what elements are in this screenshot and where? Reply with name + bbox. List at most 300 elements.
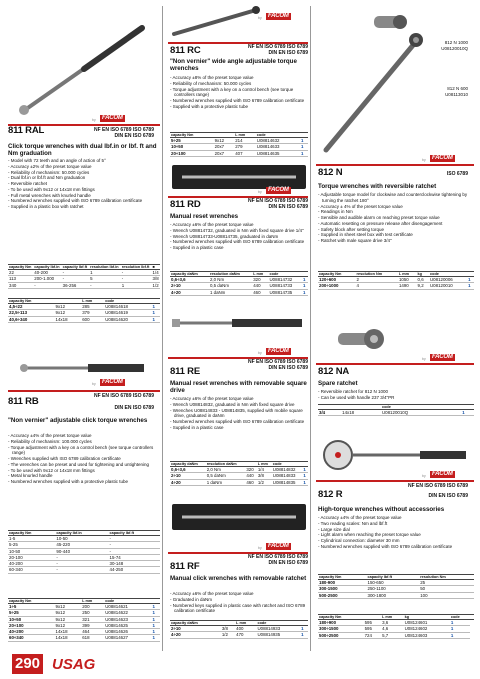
table-cell: U08124601 (404, 619, 450, 625)
table-row (318, 592, 474, 598)
feature-item: - Accuracy ±8% of the preset torque value (170, 75, 254, 80)
table-cell: 460 (245, 479, 257, 485)
facom-logo: FACOM (268, 187, 289, 193)
torque-wrench-image (18, 352, 148, 382)
feature-list (318, 389, 474, 401)
by-text: by (422, 158, 426, 162)
table-cell: - (109, 548, 161, 554)
product-heading: Spare ratchet (318, 380, 358, 387)
feature-item: - Accuracy ±6% of the preset torque value (170, 222, 254, 227)
table-cell: U08814833 (272, 473, 303, 479)
table-cell: 113 (8, 276, 33, 282)
feature-item: - Wrench U08814732, graduated in Nm with fixed square drive 1/4" (170, 227, 304, 233)
order-table (170, 132, 308, 157)
column-header: L mm (81, 599, 104, 604)
product-title: 811 RC (170, 45, 201, 56)
table-cell: 9x12 (55, 303, 82, 309)
product-heading: "Non vernier" adjustable click torque wrenches (8, 417, 148, 424)
table-cell: 10-50 (55, 535, 108, 541)
column-header: capacity Nm (8, 599, 55, 604)
table-cell: 0,6÷3,6 (170, 466, 206, 472)
feature-item: - Accuracy ±6% of the preset torque value (170, 591, 254, 596)
table-cell: 36-256 (62, 282, 89, 288)
table-cell: U08814619 (104, 310, 151, 316)
table-cell: 3/8 (257, 473, 272, 479)
product-title: 812 N (318, 167, 343, 178)
facom-logo: FACOM (432, 354, 453, 360)
column-header: L mm (252, 272, 268, 277)
table-cell: U08814620 (104, 316, 151, 322)
table-cell: - (62, 276, 89, 282)
column-header: L mm (257, 462, 272, 467)
feature-item: - Dual lbf.in or lbf.ft and Nm graduation (8, 175, 86, 181)
table-cell: 300÷1500 (318, 626, 364, 632)
iso-line: DIN EN ISO 6789 (268, 365, 308, 372)
iso-line: NF EN ISO 6789 ISO 6789 (93, 393, 154, 399)
feature-item: - Light alarm when reaching the preset torque value (318, 532, 421, 538)
table-cell: 1 (461, 409, 474, 415)
facom-logo: FACOM (432, 155, 453, 161)
table-cell: 20÷100 (170, 150, 214, 156)
feature-list (170, 75, 308, 110)
table-cell: 14x18 (55, 635, 82, 641)
product-heading: Manual reset wrenches (170, 213, 239, 220)
table-cell: 407 (234, 150, 256, 156)
iso-line: NF EN ISO 6789 ISO 6789 (93, 127, 154, 133)
feature-item: - Adjustable torque model for clockwise and counterclockwise tightening by turning the ratchet 180° (318, 192, 468, 203)
table-cell: 120÷600 (318, 276, 356, 282)
table-cell: U08120006 (429, 276, 467, 282)
column-header: capacity Nm (318, 575, 367, 580)
table-cell: 618 (81, 635, 104, 641)
table-cell: 1 (151, 610, 160, 616)
table-cell: 9,2 (417, 283, 429, 289)
feature-item: - Cylindrical connection: diameter 30 mm (318, 538, 400, 543)
code-table (170, 132, 308, 157)
iso-standards (248, 554, 308, 567)
table-cell: - (55, 567, 108, 573)
by-text: by (258, 16, 262, 20)
table-cell: U08814933 (256, 625, 300, 631)
table-cell: 1 (467, 276, 474, 282)
column-header: L mm (235, 621, 256, 626)
column-header: resolution Nm (356, 272, 398, 277)
column-header (470, 615, 474, 620)
feature-item: - Two reading scales: Nm and lbf.ft (318, 520, 388, 526)
usag-logo: USAG (52, 656, 96, 673)
by-text: by (422, 357, 426, 361)
feature-item: - To be used with 9x12 or 14x18 mm fittings (8, 467, 95, 473)
iso-line: DIN EN ISO 6789 (268, 50, 308, 57)
spec-table (8, 530, 160, 574)
table-cell: 250 (81, 610, 104, 616)
table-header-row (8, 265, 160, 270)
column-header: code (381, 405, 461, 410)
feature-item: - Numbered wrenches supplied with ISO 6789 calibration certificate (318, 543, 453, 549)
code-table (170, 620, 308, 639)
feature-item: - Reliability of mechanism: 50.000 cycles (170, 80, 252, 86)
feature-list (318, 515, 474, 550)
feature-item: - Reversible ratchet (8, 181, 48, 186)
table-cell: 14x18 (341, 409, 381, 415)
table-cell: U08814732 (269, 276, 302, 282)
table-cell: 40,6÷340 (8, 316, 55, 322)
table-cell: 20x7 (214, 144, 235, 150)
order-table (170, 271, 308, 296)
table-cell: 1/2 (257, 479, 272, 485)
feature-item: - Wrench U08814733-U08814735, graduated in daNm (170, 233, 279, 239)
table-row (318, 283, 474, 289)
caption-line: U08113010 (445, 91, 468, 97)
table-cell: 44-250 (109, 567, 161, 573)
table-cell: U08120010 (429, 283, 467, 289)
column-header: kg (404, 615, 450, 620)
table-row (8, 282, 160, 288)
column-header: capacity Nm (318, 272, 356, 277)
table-cell: 500÷2500 (318, 632, 364, 638)
table-cell: 320 (245, 466, 257, 472)
table-cell: 399 (81, 622, 104, 628)
iso-standards (408, 483, 468, 489)
table-cell: 470 (235, 632, 256, 638)
column-header: L mm (398, 272, 417, 277)
caption-line: 812 N 1000 (444, 40, 468, 45)
table-cell: 9x12 (55, 610, 82, 616)
table-cell: 1 (300, 137, 308, 143)
page-footer (0, 653, 480, 679)
iso-line: NF EN ISO 6789 ISO 6789 (247, 198, 308, 204)
table-cell: 5÷25 (170, 137, 214, 143)
table-cell: 1 (302, 479, 308, 485)
table-cell: 1 (151, 316, 160, 322)
table-cell: 1 (151, 603, 160, 609)
table-cell: 1 (300, 144, 308, 150)
feature-item: - Accuracy ± 4% of the preset torque value (318, 203, 403, 209)
table-cell: 3,6 (381, 619, 404, 625)
table-cell: 1 (450, 632, 470, 638)
table-cell: 1/2 (221, 632, 235, 638)
feature-item: - Numbered wrenches supplied with ISO 6789 calibration certificate (8, 198, 143, 204)
image-caption (445, 86, 468, 97)
facom-logo: FACOM (432, 471, 453, 477)
iso-line: NF EN ISO 6789 ISO 6789 (247, 554, 308, 560)
table-cell: 9x12 (55, 603, 82, 609)
table-cell: 0,5 daNm (209, 283, 252, 289)
column-header: capacity Nm (170, 133, 214, 138)
column-header: code (256, 621, 300, 626)
feature-item: - The wrenches can be preset and used for tightening and untightening (8, 461, 150, 467)
table-cell: 3/8 (221, 625, 235, 631)
ratchet-wrench-image (318, 30, 428, 155)
table-cell: U08124602 (404, 626, 450, 632)
table-cell: 4 (356, 283, 398, 289)
table-cell: 1 (300, 150, 308, 156)
table-cell: 500-2500 (318, 592, 367, 598)
order-table (318, 271, 474, 290)
column-header: L mm (81, 299, 104, 304)
high-torque-wrench-image (320, 438, 470, 472)
table-cell: 100 (419, 592, 474, 598)
column-header: code (104, 599, 151, 604)
table-cell: 40-200 (8, 561, 55, 567)
column-header: capacity lbf.ft (367, 575, 420, 580)
capacity-table (8, 264, 160, 289)
product-title: 811 RD (170, 199, 201, 210)
code-table (170, 271, 308, 296)
table-cell: - (55, 554, 108, 560)
table-cell: 1 (302, 473, 308, 479)
table-cell: 285 (81, 303, 104, 309)
table-cell: 460 (252, 289, 268, 295)
feature-item: - Wrenches supplied with ISO 6789 calibration certificate (8, 456, 121, 461)
facom-logo: FACOM (268, 13, 289, 19)
table-cell: - (109, 535, 161, 541)
column-header: capacity lbf.in (33, 265, 61, 270)
table-cell: 724 (364, 632, 381, 638)
table-cell: 90-440 (55, 548, 108, 554)
table-cell: 50 (419, 586, 474, 592)
column-header: L mm (381, 615, 404, 620)
column-header: resolution daNm (206, 462, 246, 467)
torque-wrench-image (170, 4, 260, 44)
table-cell: 340 (8, 282, 33, 288)
table-cell: U08814733 (269, 283, 302, 289)
feature-item: - Numbered keys supplied in plastic case with ratchet and ISO 6789 calibration certificate (170, 602, 306, 614)
product-title: 811 RF (170, 561, 200, 572)
table-cell: 20-100 (8, 554, 55, 560)
table-row (8, 635, 160, 641)
column-header: capacity daNm (170, 462, 206, 467)
table-cell: 150-650 (367, 579, 420, 585)
feature-item: - Torque adjustment with a key on a control bench (see torque controllers range) (8, 444, 154, 456)
feature-list (170, 591, 308, 614)
table-cell: 2÷10 (170, 473, 206, 479)
product-title: 812 R (318, 489, 343, 500)
table-cell: 1 (89, 269, 121, 275)
table-cell: 2 (356, 276, 398, 282)
table-cell: - (121, 276, 152, 282)
column-right (312, 0, 474, 653)
product-heading: Manual reset wrenches with removable square drive (170, 380, 307, 395)
table-row (318, 409, 474, 415)
feature-item: - Numbered wrenches supplied with ISO 6789 calibration certificate (170, 419, 305, 424)
table-cell: 1 daNm (209, 289, 252, 295)
table-cell: 2,0 Nm (206, 466, 246, 472)
table-cell: 1 (151, 622, 160, 628)
feature-item: - Accuracy ±6% of the preset torque value (170, 396, 254, 401)
table-cell: 2÷10 (170, 283, 209, 289)
table-cell: 3/4 (318, 409, 341, 415)
feature-item: - Supplied with a protective plastic tube (170, 103, 249, 109)
table-cell: 1 (467, 283, 474, 289)
feature-item: - Torque adjustment with a key on a control bench (see torque controllers range) (170, 86, 294, 98)
table-cell: 1 (300, 625, 308, 631)
ratchet-head-image (370, 8, 410, 34)
wrench-case-image (172, 502, 306, 532)
table-cell: U08814626 (104, 629, 151, 635)
order-table (8, 598, 160, 642)
feature-item: - Large size dial (318, 526, 350, 532)
spare-ratchet-image (336, 326, 386, 352)
iso-line: NF EN ISO 6789 ISO 6789 (407, 483, 468, 489)
feature-item: - Sensible and audible alarm on reaching preset torque value (318, 215, 440, 220)
code-table (318, 614, 474, 639)
table-cell: U08814633 (256, 144, 300, 150)
table-cell: U08814623 (104, 616, 151, 622)
table-cell: 1/2 (152, 282, 159, 288)
code-table (170, 461, 308, 486)
feature-item: - Wrench U08814832, graduated in Nm with fixed square drive (170, 401, 295, 407)
feature-item: - Supplied in a plastic case (170, 424, 224, 430)
feature-item: - Model with 72 teeth and an angle of action of 5° (8, 158, 106, 163)
table-cell: 9x12 (55, 622, 82, 628)
column-header: code (269, 272, 302, 277)
table-cell: U08814621 (104, 603, 151, 609)
product-heading: High-torque wrenches without accessories (318, 506, 445, 513)
feature-item: - Ratchet with male square drive 3/4" (318, 238, 392, 243)
table-cell: 5÷25 (8, 610, 55, 616)
feature-item: - Supplied in a plastic case (170, 245, 224, 250)
table-row (170, 289, 308, 295)
table-cell: 0,6÷3,6 (170, 276, 209, 282)
table-cell: 1/4 (257, 466, 272, 472)
iso-standards (248, 44, 308, 57)
table-cell: 1490 (398, 283, 417, 289)
table-cell: U08814632 (256, 137, 300, 143)
order-table (318, 404, 474, 416)
table-cell: 320 (252, 276, 268, 282)
table-row (170, 632, 308, 638)
feature-item: - Numbered wrenches supplied with a protective plastic tube (8, 479, 129, 484)
feature-list (170, 396, 308, 431)
table-cell: U08814625 (104, 622, 151, 628)
table-cell: 300-1500 (318, 586, 367, 592)
column-header: resolution lbf.in (89, 265, 121, 270)
table-cell: 45-220 (55, 542, 108, 548)
table-cell: - (62, 269, 89, 275)
column-header: code (272, 462, 303, 467)
column-header: capacity Nm (8, 299, 55, 304)
spec-table (8, 264, 160, 289)
iso-line: ISO 6789 (446, 171, 468, 177)
spec-table (318, 574, 474, 599)
table-cell: 5-25 (8, 542, 55, 548)
by-text: by (92, 382, 96, 386)
feature-item: - Automatic resetting on pressure release after disengagement (318, 220, 443, 226)
feature-item: - Accuracy ±2% of the preset torque value (8, 163, 92, 169)
table-cell: U08814627 (104, 635, 151, 641)
product-title: 812 NA (318, 366, 350, 377)
table-cell: 9x12 (55, 616, 82, 622)
table-cell: U08814835 (272, 479, 303, 485)
table-cell: 10÷50 (170, 144, 214, 150)
torque-wrench-image (172, 308, 306, 338)
iso-line: NF EN ISO 6789 ISO 6789 (247, 44, 308, 50)
table-cell: 1 (302, 283, 308, 289)
table-cell: 10÷50 (8, 616, 55, 622)
table-cell: 4,6 (381, 626, 404, 632)
feature-item: - Supplied in a plastic box with ratchet (8, 204, 84, 209)
table-cell: 279 (234, 144, 256, 150)
iso-standards (94, 393, 154, 399)
table-cell: 1 (302, 276, 308, 282)
column-header: code (104, 299, 151, 304)
table-cell: 3/8 (152, 276, 159, 282)
torque-wrench-image (14, 20, 154, 120)
table-cell: 1 (151, 303, 160, 309)
table-cell: 4,5÷22 (8, 303, 55, 309)
table-cell: 379 (81, 310, 104, 316)
table-cell: 25 (419, 579, 474, 585)
table-cell: 595 (364, 626, 381, 632)
caption-line: U08120010Q (441, 45, 468, 51)
table-cell: 1 (151, 629, 160, 635)
table-cell: 464 (81, 629, 104, 635)
table-cell: U08814935 (256, 632, 300, 638)
order-table (170, 461, 308, 486)
table-cell: 40÷200 (8, 629, 55, 635)
feature-item: - Full metal wrenches with knurled handle (8, 192, 91, 198)
table-cell: - (89, 282, 121, 288)
code-table (318, 404, 474, 416)
table-cell: 14x18 (55, 316, 82, 322)
table-cell: 22,5÷113 (8, 310, 55, 316)
table-cell: 180-900 (318, 579, 367, 585)
capacity-table (318, 574, 474, 599)
table-cell: 200-1.000 (33, 276, 61, 282)
table-cell: U08124603 (404, 632, 450, 638)
feature-item: - Metal knurled handle (8, 473, 53, 479)
table-cell: 300-1800 (367, 592, 420, 598)
facom-logo: FACOM (102, 379, 123, 385)
feature-item: - Readings in Nm (318, 209, 353, 215)
table-cell: 321 (81, 616, 104, 622)
feature-item: - Graduated in daNm (170, 596, 213, 602)
product-heading: "Non vernier" wide angle adjustable torque wrenches (170, 58, 297, 73)
table-cell: 595 (364, 619, 381, 625)
table-cell: 0,5 daNm (206, 473, 246, 479)
table-cell: 1 (151, 616, 160, 622)
table-cell: 0,6 (417, 276, 429, 282)
table-cell: U08814618 (104, 303, 151, 309)
table-cell: 1-5 (8, 535, 55, 541)
table-cell: 1÷5 (8, 603, 55, 609)
table-cell: 4÷20 (170, 479, 206, 485)
facom-logo: FACOM (268, 348, 289, 354)
column-header: code (429, 272, 467, 277)
column-header: capacity lbf.ft (62, 265, 88, 269)
table-row (318, 632, 474, 638)
table-cell: - (109, 542, 161, 548)
table-cell: U08814832 (272, 466, 303, 472)
table-cell: 1/4 (152, 269, 159, 275)
table-cell: 180÷900 (318, 619, 364, 625)
by-text: by (92, 118, 96, 122)
table-cell: U08814635 (256, 150, 300, 156)
table-cell: 1 (121, 282, 152, 288)
column-header: code (450, 615, 470, 620)
table-cell: 9x12 (55, 310, 82, 316)
table-cell: 1 (302, 289, 308, 295)
column-header: capacity daNm (170, 621, 221, 626)
iso-line: NF EN ISO 6789 ISO 6789 (247, 359, 308, 365)
iso-line: DIN EN ISO 6789 (428, 493, 468, 499)
table-cell: - (33, 282, 61, 288)
column-middle (164, 0, 310, 653)
product-heading: Manual click wrenches with removable ratchet (170, 575, 307, 582)
by-text: by (258, 351, 262, 355)
feature-item: - Numbered wrenches supplied with ISO 6789 calibration certificate (170, 239, 305, 245)
